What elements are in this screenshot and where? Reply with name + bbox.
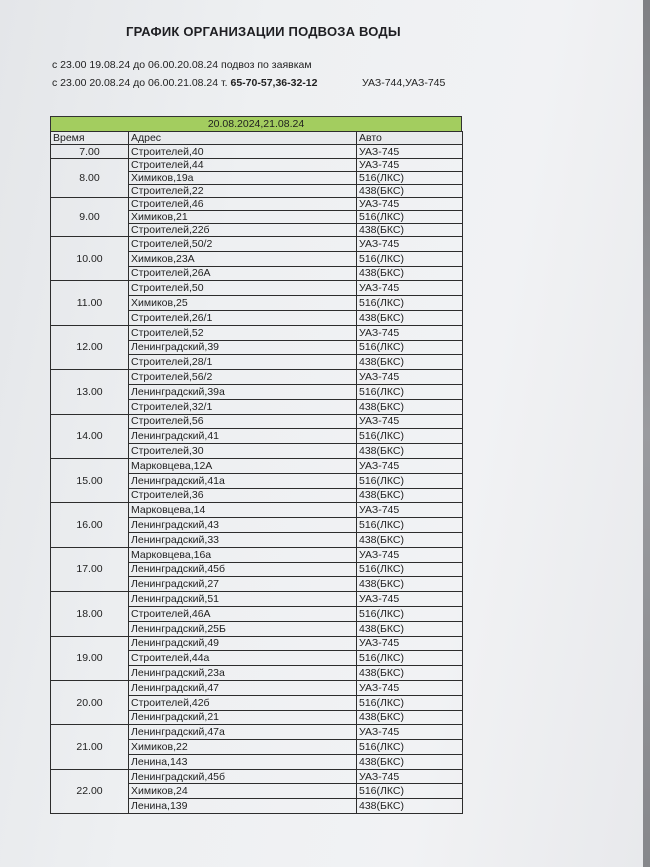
table-row [51, 325, 463, 340]
address-cell: Строителей,40 [129, 145, 357, 159]
address-cell: Ленинградский,33 [129, 532, 357, 547]
address-cell: Строителей,42б [129, 695, 357, 710]
auto-cell: 516(ЛКС) [357, 429, 463, 444]
auto-cell: 438(БКС) [357, 355, 463, 370]
address-cell: Строителей,44а [129, 651, 357, 666]
auto-cell: УАЗ-745 [357, 725, 463, 740]
auto-cell: 516(ЛКС) [357, 384, 463, 399]
auto-cell: 438(БКС) [357, 224, 463, 237]
time-cell: 16.00 [51, 503, 129, 547]
auto-cell: УАЗ-745 [357, 680, 463, 695]
address-cell: Ленинградский,51 [129, 592, 357, 607]
address-cell: Химиков,19а [129, 172, 357, 185]
auto-cell: УАЗ-745 [357, 769, 463, 784]
auto-cell: 516(ЛКС) [357, 296, 463, 311]
address-cell: Ленинградский,41 [129, 429, 357, 444]
auto-cell: УАЗ-745 [357, 237, 463, 252]
table-date-header: 20.08.2024,21.08.24 [50, 116, 462, 131]
auto-cell: 438(БКС) [357, 621, 463, 636]
auto-cell: УАЗ-745 [357, 281, 463, 296]
auto-cell: 516(ЛКС) [357, 606, 463, 621]
address-cell: Строителей,46 [129, 198, 357, 211]
auto-cell: 516(ЛКС) [357, 172, 463, 185]
schedule-note-line-2 [52, 77, 317, 89]
auto-cell: 438(БКС) [357, 532, 463, 547]
time-cell: 8.00 [51, 159, 129, 198]
time-cell: 18.00 [51, 592, 129, 636]
address-cell: Ленинградский,39 [129, 340, 357, 355]
auto-cell: 438(БКС) [357, 444, 463, 459]
auto-cell: 438(БКС) [357, 310, 463, 325]
address-cell: Ленинградский,27 [129, 577, 357, 592]
auto-cell: 438(БКС) [357, 754, 463, 769]
auto-cell: 438(БКС) [357, 185, 463, 198]
address-cell: Строителей,46А [129, 606, 357, 621]
background-surface [643, 0, 650, 867]
header-time: Время [51, 132, 129, 145]
address-cell: Ленинградский,23а [129, 666, 357, 681]
schedule-table [50, 131, 463, 814]
address-cell: Строителей,32/1 [129, 399, 357, 414]
table-row [51, 198, 463, 211]
time-cell: 11.00 [51, 281, 129, 325]
address-cell: Строителей,28/1 [129, 355, 357, 370]
address-cell: Ленинградский,39а [129, 384, 357, 399]
auto-cell: УАЗ-745 [357, 198, 463, 211]
schedule-table-wrapper [50, 116, 462, 814]
auto-cell: УАЗ-745 [357, 145, 463, 159]
address-cell: Марковцева,12А [129, 458, 357, 473]
table-row [51, 636, 463, 651]
address-cell: Строителей,56 [129, 414, 357, 429]
header-address: Адрес [129, 132, 357, 145]
auto-cell: 516(ЛКС) [357, 211, 463, 224]
address-cell: Строителей,26/1 [129, 310, 357, 325]
time-cell: 10.00 [51, 237, 129, 281]
address-cell: Химиков,23А [129, 251, 357, 266]
time-cell: 14.00 [51, 414, 129, 458]
auto-cell: УАЗ-745 [357, 325, 463, 340]
auto-cell: 516(ЛКС) [357, 251, 463, 266]
address-cell: Строителей,44 [129, 159, 357, 172]
address-cell: Ленинградский,43 [129, 518, 357, 533]
table-row [51, 592, 463, 607]
table-header-row [51, 132, 463, 145]
address-cell: Химиков,22 [129, 740, 357, 755]
auto-cell: 438(БКС) [357, 577, 463, 592]
table-row [51, 237, 463, 252]
auto-cell: 516(ЛКС) [357, 340, 463, 355]
time-cell: 7.00 [51, 145, 129, 159]
table-row [51, 503, 463, 518]
address-cell: Строителей,22б [129, 224, 357, 237]
time-cell: 22.00 [51, 769, 129, 813]
address-cell: Строителей,26А [129, 266, 357, 281]
header-auto: Авто [357, 132, 463, 145]
address-cell: Строителей,52 [129, 325, 357, 340]
time-cell: 20.00 [51, 680, 129, 724]
address-cell: Строителей,50/2 [129, 237, 357, 252]
time-cell: 12.00 [51, 325, 129, 369]
table-row [51, 680, 463, 695]
auto-cell: 516(ЛКС) [357, 651, 463, 666]
auto-cell: 438(БКС) [357, 488, 463, 503]
address-cell: Марковцева,16а [129, 547, 357, 562]
auto-cell: 516(ЛКС) [357, 695, 463, 710]
time-cell: 9.00 [51, 198, 129, 237]
address-cell: Химиков,25 [129, 296, 357, 311]
auto-cell: 438(БКС) [357, 799, 463, 814]
address-cell: Химиков,21 [129, 211, 357, 224]
address-cell: Химиков,24 [129, 784, 357, 799]
address-cell: Строителей,50 [129, 281, 357, 296]
address-cell: Ленинградский,49 [129, 636, 357, 651]
document-title: ГРАФИК ОРГАНИЗАЦИИ ПОДВОЗА ВОДЫ [126, 24, 401, 39]
auto-cell: УАЗ-745 [357, 458, 463, 473]
table-row [51, 281, 463, 296]
table-row [51, 725, 463, 740]
address-cell: Ленинградский,25Б [129, 621, 357, 636]
auto-cell: УАЗ-745 [357, 503, 463, 518]
auto-cell: 516(ЛКС) [357, 784, 463, 799]
auto-cell: 516(ЛКС) [357, 740, 463, 755]
table-row [51, 547, 463, 562]
address-cell: Марковцева,14 [129, 503, 357, 518]
schedule-note-line-2-prefix: с 23.00 20.08.24 до 06.00.21.08.24 т. [52, 77, 228, 89]
address-cell: Ленинградский,47 [129, 680, 357, 695]
auto-cell: УАЗ-745 [357, 636, 463, 651]
auto-cell: УАЗ-745 [357, 592, 463, 607]
auto-cell: 516(ЛКС) [357, 518, 463, 533]
schedule-note-line-1: с 23.00 19.08.24 до 06.00.20.08.24 подвоз по заявкам [52, 59, 312, 71]
address-cell: Ленинградский,41а [129, 473, 357, 488]
time-cell: 15.00 [51, 458, 129, 502]
auto-cell: 516(ЛКС) [357, 562, 463, 577]
table-row [51, 458, 463, 473]
auto-cell: УАЗ-745 [357, 547, 463, 562]
table-row [51, 414, 463, 429]
address-cell: Ленинградский,21 [129, 710, 357, 725]
auto-cell: 438(БКС) [357, 666, 463, 681]
auto-cell: 438(БКС) [357, 710, 463, 725]
table-row [51, 370, 463, 385]
address-cell: Строителей,30 [129, 444, 357, 459]
auto-cell: 438(БКС) [357, 266, 463, 281]
auto-cell: УАЗ-745 [357, 370, 463, 385]
address-cell: Ленинградский,47а [129, 725, 357, 740]
auto-cell: 438(БКС) [357, 399, 463, 414]
auto-cell: УАЗ-745 [357, 414, 463, 429]
address-cell: Строителей,22 [129, 185, 357, 198]
address-cell: Ленина,139 [129, 799, 357, 814]
address-cell: Ленинградский,45б [129, 562, 357, 577]
time-cell: 13.00 [51, 370, 129, 414]
time-cell: 17.00 [51, 547, 129, 591]
address-cell: Ленина,143 [129, 754, 357, 769]
time-cell: 19.00 [51, 636, 129, 680]
time-cell: 21.00 [51, 725, 129, 769]
auto-cell: 516(ЛКС) [357, 473, 463, 488]
vehicles-note: УАЗ-744,УАЗ-745 [362, 77, 446, 89]
address-cell: Ленинградский,45б [129, 769, 357, 784]
address-cell: Строителей,56/2 [129, 370, 357, 385]
address-cell: Строителей,36 [129, 488, 357, 503]
table-row [51, 769, 463, 784]
auto-cell: УАЗ-745 [357, 159, 463, 172]
schedule-table-body [51, 132, 463, 814]
table-row [51, 159, 463, 172]
phone-numbers: 65-70-57,36-32-12 [230, 77, 318, 89]
table-row [51, 145, 463, 159]
